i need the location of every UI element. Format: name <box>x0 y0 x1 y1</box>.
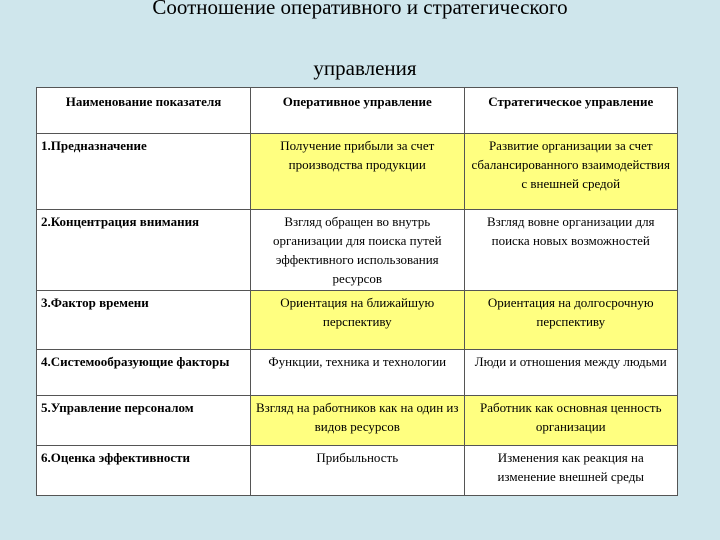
row-operational: Взгляд на работников как на один из видов ресурсов <box>251 396 465 446</box>
row-operational: Взгляд обращен во внутрь организации для поиска путей эффективного использования ресурсов <box>251 210 465 291</box>
table-row <box>37 291 678 350</box>
row-operational: Ориентация на ближайшую перспективу <box>251 291 465 350</box>
row-indicator: 3.Фактор времени <box>37 291 251 350</box>
comparison-table <box>36 87 678 496</box>
table-row <box>37 134 678 210</box>
row-indicator: 6.Оценка эффективности <box>37 446 251 496</box>
row-strategic: Работник как основная ценность организации <box>464 396 678 446</box>
row-operational: Функции, техника и технологии <box>251 350 465 396</box>
header-strategic: Стратегическое управление <box>464 88 678 134</box>
row-strategic: Взгляд вовне организации для поиска новых возможностей <box>464 210 678 291</box>
table-row <box>37 210 678 291</box>
header-operational: Оперативное управление <box>251 88 465 134</box>
page-title-line-2: управления <box>313 56 417 80</box>
row-strategic: Люди и отношения между людьми <box>464 350 678 396</box>
row-indicator: 1.Предназначение <box>37 134 251 210</box>
row-strategic: Ориентация на долгосрочную перспективу <box>464 291 678 350</box>
row-operational: Прибыльность <box>251 446 465 496</box>
page-title-line-1: Соотношение оперативного и стратегического <box>152 0 568 19</box>
header-indicator: Наименование показателя <box>37 88 251 134</box>
table-row <box>37 396 678 446</box>
row-strategic: Изменения как реакция на изменение внешней среды <box>464 446 678 496</box>
row-indicator: 5.Управление персоналом <box>37 396 251 446</box>
row-indicator: 4.Системообразующие факторы <box>37 350 251 396</box>
row-operational: Получение прибыли за счет производства продукции <box>251 134 465 210</box>
row-strategic: Развитие организации за счет сбалансированного взаимодействия с внешней средой <box>464 134 678 210</box>
table-row <box>37 350 678 396</box>
row-indicator: 2.Концентрация внимания <box>37 210 251 291</box>
table-row <box>37 446 678 496</box>
table-header-row <box>37 88 678 134</box>
